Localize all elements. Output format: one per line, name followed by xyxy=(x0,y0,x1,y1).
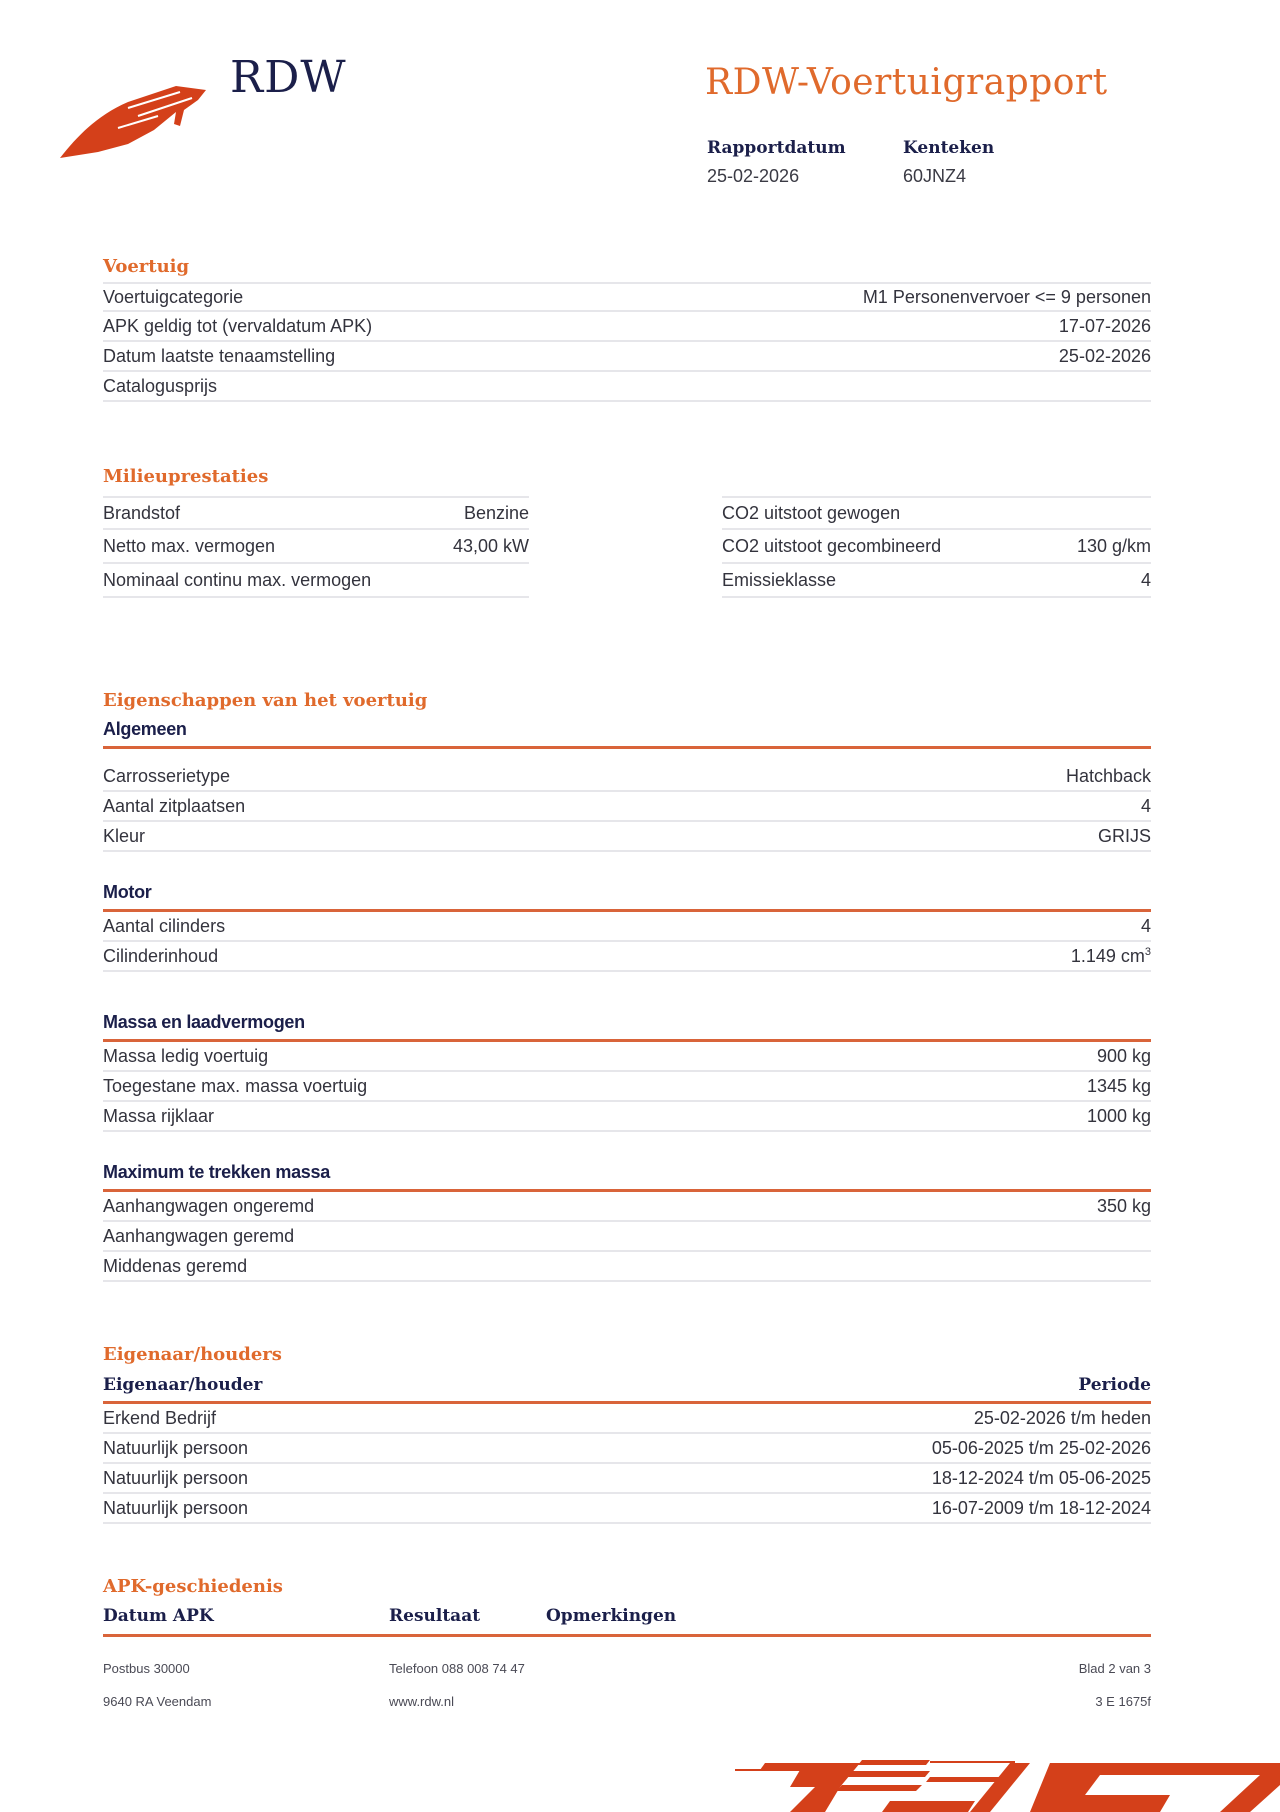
table-row xyxy=(103,1434,1151,1464)
owners-table-header xyxy=(103,1375,1151,1395)
report-date-label: Rapportdatum xyxy=(707,138,846,158)
section-title-milieu: Milieuprestaties xyxy=(103,466,269,487)
footer-page-number: Blad 2 van 3 xyxy=(1078,1661,1151,1676)
table-row xyxy=(103,912,1151,942)
owner-period: 25-02-2026 t/m heden xyxy=(973,1407,1151,1428)
table-row xyxy=(103,1494,1151,1524)
section-title-eigenschappen: Eigenschappen van het voertuig xyxy=(103,690,428,711)
table-row xyxy=(103,1192,1151,1222)
report-title: RDW-Voertuigrapport xyxy=(705,62,1108,103)
table-row xyxy=(103,530,529,564)
column-header-apk-date: Datum APK xyxy=(103,1606,214,1626)
row-value: 350 kg xyxy=(1096,1195,1151,1216)
footer-phone: Telefoon 088 008 74 47 xyxy=(389,1661,525,1676)
table-row xyxy=(103,342,1151,372)
row-value: 1345 kg xyxy=(1086,1075,1151,1096)
row-label: Catalogusprijs xyxy=(103,375,218,396)
milieu-left-table xyxy=(103,496,529,598)
table-row xyxy=(103,1252,1151,1282)
footer-address-line1: Postbus 30000 xyxy=(103,1661,190,1676)
section-title-voertuig: Voertuig xyxy=(103,256,190,277)
row-label: Cilinderinhoud xyxy=(103,945,219,966)
row-value: 4 xyxy=(1140,795,1151,816)
row-label: Aanhangwagen ongeremd xyxy=(103,1195,315,1216)
row-label: Nominaal continu max. vermogen xyxy=(103,569,372,590)
subhead-algemeen: Algemeen xyxy=(103,719,187,739)
table-row xyxy=(722,530,1151,564)
column-header-owner: Eigenaar/houder xyxy=(103,1375,263,1395)
row-label: Kleur xyxy=(103,825,146,846)
subhead-motor: Motor xyxy=(103,882,152,902)
row-value: M1 Personenvervoer <= 9 personen xyxy=(862,286,1151,307)
row-label: Datum laatste tenaamstelling xyxy=(103,345,336,366)
table-row xyxy=(103,282,1151,312)
row-value: 1000 kg xyxy=(1086,1105,1151,1126)
owner-type: Natuurlijk persoon xyxy=(103,1497,249,1518)
row-value: 43,00 kW xyxy=(452,535,529,556)
column-header-period: Periode xyxy=(1078,1375,1151,1395)
rdw-stripe-logo-icon xyxy=(730,1755,1280,1812)
table-row xyxy=(103,1102,1151,1132)
row-label: Toegestane max. massa voertuig xyxy=(103,1075,368,1096)
row-label: Massa ledig voertuig xyxy=(103,1045,269,1066)
row-label: Carrosserietype xyxy=(103,765,231,786)
owners-table xyxy=(103,1404,1151,1524)
license-plate-block xyxy=(903,138,994,187)
table-row xyxy=(103,762,1151,792)
unit-superscript: 3 xyxy=(1144,945,1151,958)
displacement-value: 1.149 cm xyxy=(1070,945,1145,966)
footer-document-code: 3 E 1675f xyxy=(1095,1694,1151,1709)
table-row xyxy=(103,372,1151,402)
row-value: 130 g/km xyxy=(1076,535,1151,556)
row-label: APK geldig tot (vervaldatum APK) xyxy=(103,315,373,336)
column-header-result: Resultaat xyxy=(389,1606,481,1626)
footer-address-line2: 9640 RA Veendam xyxy=(103,1694,212,1709)
owner-type: Natuurlijk persoon xyxy=(103,1467,249,1488)
row-label: Aanhangwagen geremd xyxy=(103,1225,295,1246)
license-plate-value: 60JNZ4 xyxy=(903,166,967,186)
voertuig-table xyxy=(103,282,1151,402)
table-row xyxy=(103,942,1151,972)
table-row xyxy=(103,1464,1151,1494)
owner-period: 16-07-2009 t/m 18-12-2024 xyxy=(931,1497,1151,1518)
table-row xyxy=(103,1222,1151,1252)
rdw-logo-icon xyxy=(58,80,208,160)
row-value: Benzine xyxy=(463,502,529,523)
divider xyxy=(103,746,1151,749)
row-label: CO2 uitstoot gecombineerd xyxy=(722,535,942,556)
owner-period: 18-12-2024 t/m 05-06-2025 xyxy=(931,1467,1151,1488)
table-row xyxy=(722,496,1151,530)
license-plate-label: Kenteken xyxy=(903,138,995,158)
logo-text: RDW xyxy=(230,52,347,103)
table-row xyxy=(103,1072,1151,1102)
row-value: 4 xyxy=(1140,915,1151,936)
footer-website-link[interactable]: www.rdw.nl xyxy=(389,1694,455,1709)
row-label: CO2 uitstoot gewogen xyxy=(722,502,901,523)
row-value xyxy=(1071,946,1151,967)
owner-period: 05-06-2025 t/m 25-02-2026 xyxy=(931,1437,1151,1458)
row-label: Brandstof xyxy=(103,502,181,523)
row-value: 900 kg xyxy=(1096,1045,1151,1066)
milieu-right-table xyxy=(722,496,1151,598)
owner-type: Erkend Bedrijf xyxy=(103,1407,217,1428)
row-label: Emissieklasse xyxy=(722,569,837,590)
subhead-trekken: Maximum te trekken massa xyxy=(103,1162,330,1182)
owner-type: Natuurlijk persoon xyxy=(103,1437,249,1458)
motor-table xyxy=(103,912,1151,972)
divider xyxy=(103,1634,1151,1637)
column-header-remarks: Opmerkingen xyxy=(546,1606,677,1626)
trekken-table xyxy=(103,1192,1151,1282)
row-value: 17-07-2026 xyxy=(1058,315,1151,336)
massa-table xyxy=(103,1042,1151,1132)
section-title-eigenaren: Eigenaar/houders xyxy=(103,1344,282,1365)
row-label: Massa rijklaar xyxy=(103,1105,215,1126)
row-label: Middenas geremd xyxy=(103,1255,248,1276)
subhead-massa: Massa en laadvermogen xyxy=(103,1012,305,1032)
table-row xyxy=(103,1042,1151,1072)
row-value: GRIJS xyxy=(1097,825,1151,846)
algemeen-table xyxy=(103,762,1151,852)
table-row xyxy=(722,564,1151,598)
row-label: Aantal zitplaatsen xyxy=(103,795,246,816)
row-label: Aantal cilinders xyxy=(103,915,226,936)
row-value: 25-02-2026 xyxy=(1058,345,1151,366)
report-date-block xyxy=(707,138,846,187)
table-row xyxy=(103,1404,1151,1434)
row-label: Voertuigcategorie xyxy=(103,286,244,307)
section-title-apk: APK-geschiedenis xyxy=(103,1576,283,1597)
table-row xyxy=(103,792,1151,822)
row-value: Hatchback xyxy=(1065,765,1151,786)
table-row xyxy=(103,312,1151,342)
row-value: 4 xyxy=(1140,569,1151,590)
table-row xyxy=(103,564,529,598)
report-date-value: 25-02-2026 xyxy=(707,166,800,186)
table-row xyxy=(103,496,529,530)
table-row xyxy=(103,822,1151,852)
row-label: Netto max. vermogen xyxy=(103,535,276,556)
